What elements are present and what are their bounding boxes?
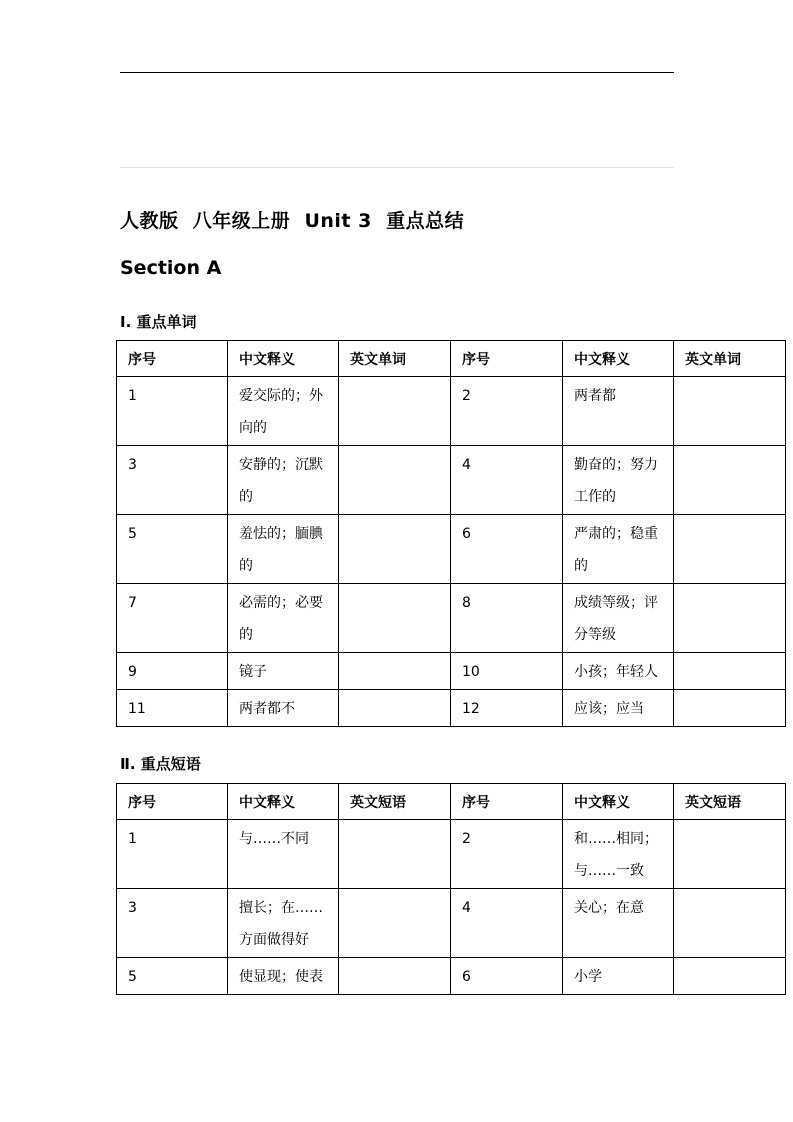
table-cell: 两者都不 xyxy=(228,690,339,727)
table-cell: 12 xyxy=(451,690,563,727)
table-cell: 两者都 xyxy=(563,377,674,446)
table-cell: 成绩等级；评分等级 xyxy=(563,584,674,653)
section-title: Section A xyxy=(120,257,222,279)
table-cell: 3 xyxy=(117,446,228,515)
vocab-table xyxy=(116,340,786,727)
header-cell: 英文单词 xyxy=(339,341,451,377)
table-cell: 使显现；使表 xyxy=(228,958,339,995)
table-cell: 5 xyxy=(117,515,228,584)
header-cell: 英文短语 xyxy=(674,784,786,820)
table-cell: 羞怯的；腼腆的 xyxy=(228,515,339,584)
table-cell: 4 xyxy=(451,446,563,515)
table-cell: 5 xyxy=(117,958,228,995)
table-cell: 擅长；在……方面做得好 xyxy=(228,889,339,958)
table-cell: 2 xyxy=(451,820,563,889)
answer-cell[interactable] xyxy=(674,820,786,889)
answer-cell[interactable] xyxy=(674,690,786,727)
table-cell: 镜子 xyxy=(228,653,339,690)
answer-cell[interactable] xyxy=(339,889,451,958)
answer-cell[interactable] xyxy=(339,820,451,889)
table-row xyxy=(117,584,786,653)
table-row xyxy=(117,690,786,727)
answer-cell[interactable] xyxy=(674,377,786,446)
header-cell: 中文释义 xyxy=(228,784,339,820)
table-cell: 10 xyxy=(451,653,563,690)
answer-cell[interactable] xyxy=(339,584,451,653)
table-row xyxy=(117,889,786,958)
table-cell: 与……不同 xyxy=(228,820,339,889)
table-row xyxy=(117,958,786,995)
header-cell: 中文释义 xyxy=(228,341,339,377)
table-cell: 9 xyxy=(117,653,228,690)
header-cell: 英文单词 xyxy=(674,341,786,377)
table-cell: 爱交际的；外向的 xyxy=(228,377,339,446)
header-cell: 序号 xyxy=(451,341,563,377)
table-cell: 7 xyxy=(117,584,228,653)
answer-cell[interactable] xyxy=(674,584,786,653)
table-row xyxy=(117,515,786,584)
table-cell: 8 xyxy=(451,584,563,653)
answer-cell[interactable] xyxy=(339,515,451,584)
answer-cell[interactable] xyxy=(339,446,451,515)
table-cell: 2 xyxy=(451,377,563,446)
answer-cell[interactable] xyxy=(339,690,451,727)
table-cell: 严肃的；稳重的 xyxy=(563,515,674,584)
table-cell: 6 xyxy=(451,515,563,584)
header-divider xyxy=(120,167,674,168)
table-cell: 关心；在意 xyxy=(563,889,674,958)
table-cell: 和……相同；与……一致 xyxy=(563,820,674,889)
header-cell: 序号 xyxy=(117,341,228,377)
vocab-heading: Ⅰ. 重点单词 xyxy=(120,313,197,331)
phrase-heading: Ⅱ. 重点短语 xyxy=(120,755,201,773)
answer-cell[interactable] xyxy=(339,958,451,995)
table-cell: 小学 xyxy=(563,958,674,995)
table-header-row xyxy=(117,341,786,377)
table-cell: 小孩；年轻人 xyxy=(563,653,674,690)
answer-cell[interactable] xyxy=(674,958,786,995)
header-cell: 中文释义 xyxy=(563,341,674,377)
answer-cell[interactable] xyxy=(674,889,786,958)
answer-cell[interactable] xyxy=(339,377,451,446)
header-cell: 中文释义 xyxy=(563,784,674,820)
answer-cell[interactable] xyxy=(339,653,451,690)
table-cell: 4 xyxy=(451,889,563,958)
table-cell: 安静的；沉默的 xyxy=(228,446,339,515)
answer-cell[interactable] xyxy=(674,446,786,515)
table-row xyxy=(117,446,786,515)
table-cell: 1 xyxy=(117,820,228,889)
header-cell: 序号 xyxy=(451,784,563,820)
table-cell: 应该；应当 xyxy=(563,690,674,727)
table-cell: 3 xyxy=(117,889,228,958)
header-rule xyxy=(120,72,674,73)
table-cell: 勤奋的；努力工作的 xyxy=(563,446,674,515)
document-title: 人教版 八年级上册 Unit 3 重点总结 xyxy=(120,210,465,232)
table-cell: 6 xyxy=(451,958,563,995)
phrase-table xyxy=(116,783,786,995)
table-cell: 1 xyxy=(117,377,228,446)
header-cell: 英文短语 xyxy=(339,784,451,820)
table-header-row xyxy=(117,784,786,820)
table-cell: 必需的；必要的 xyxy=(228,584,339,653)
table-cell: 11 xyxy=(117,690,228,727)
table-row xyxy=(117,377,786,446)
table-row xyxy=(117,820,786,889)
header-cell: 序号 xyxy=(117,784,228,820)
answer-cell[interactable] xyxy=(674,515,786,584)
answer-cell[interactable] xyxy=(674,653,786,690)
table-row xyxy=(117,653,786,690)
